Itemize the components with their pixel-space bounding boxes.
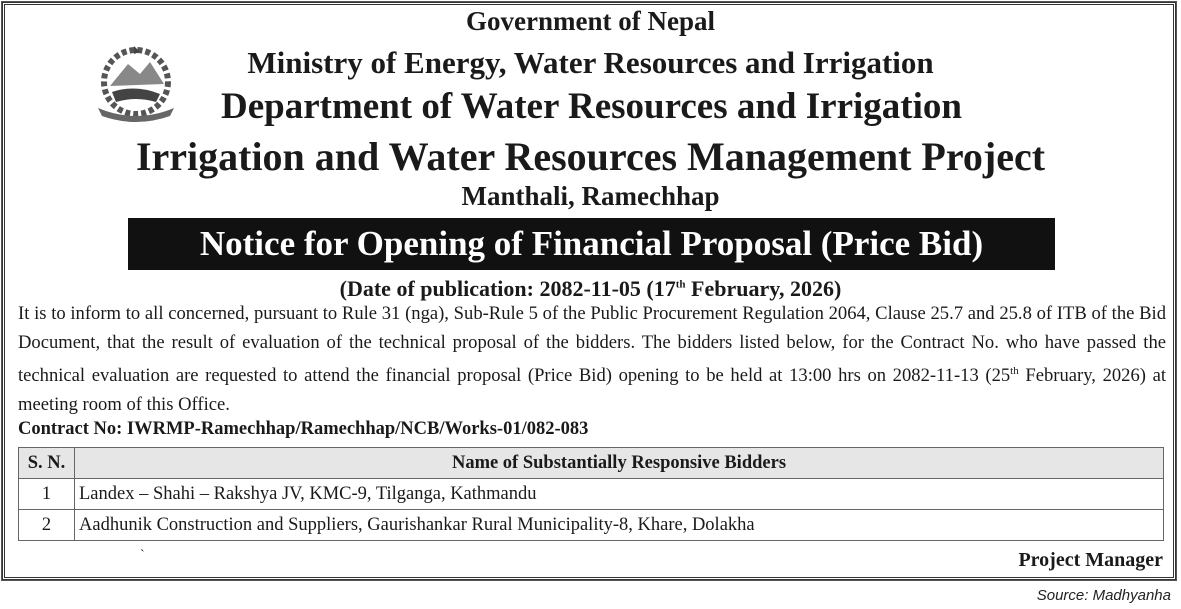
body-text: It is to inform to all concerned, pursuant to Rule 31 (nga), Sub-Rule 5 of the Public Procurement Regulation 2064, Clause 25.7 and 25.8 of ITB of the Bid Document, that the result of evaluation of the technical proposal of the bidders. The bidders listed below, for the Contract No. who have passed the technical evaluation are requested to attend the financial proposal (Price Bid) opening to be held at 13:00 hrs on 2082-11-13 (25 bbox=[18, 303, 1166, 387]
table-row bbox=[19, 510, 1164, 541]
table-row bbox=[19, 479, 1164, 510]
date-sup: th bbox=[675, 278, 686, 291]
header-sn: S. N. bbox=[19, 448, 75, 479]
contract-number: Contract No: IWRMP-Ramechhap/Ramechhap/NCB/Works-01/082-083 bbox=[18, 419, 589, 439]
bidders-table bbox=[18, 447, 1164, 541]
row-bidder: Aadhunik Construction and Suppliers, Gaurishankar Rural Municipality-8, Khare, Dolakha bbox=[75, 510, 1164, 541]
publication-date bbox=[0, 276, 1181, 302]
project-title: Irrigation and Water Resources Management Project bbox=[135, 134, 1046, 179]
body-sup: th bbox=[1010, 365, 1019, 378]
date-prefix: (Date of publication: 2082-11-05 (17 bbox=[339, 276, 676, 301]
office-location: Manthali, Ramechhap bbox=[461, 181, 720, 211]
stray-mark: ` bbox=[140, 548, 145, 563]
date-suffix: February, 2026) bbox=[685, 276, 842, 301]
row-sn: 1 bbox=[19, 479, 75, 510]
source-credit: Source: Madhyanha bbox=[1036, 587, 1171, 604]
notice-title: Notice for Opening of Financial Proposal (Price Bid) bbox=[128, 218, 1055, 270]
table-header-row bbox=[19, 448, 1164, 479]
ministry-title: Ministry of Energy, Water Resources and Irrigation bbox=[247, 45, 934, 80]
government-title: Government of Nepal bbox=[466, 6, 715, 36]
row-sn: 2 bbox=[19, 510, 75, 541]
signatory: Project Manager bbox=[1018, 549, 1163, 571]
row-bidder: Landex – Shahi – Rakshya JV, KMC-9, Tilganga, Kathmandu bbox=[75, 479, 1164, 510]
header-name: Name of Substantially Responsive Bidders bbox=[75, 448, 1164, 479]
notice-body bbox=[18, 300, 1166, 420]
body-end: February, 2026) at meeting room of this Office. bbox=[18, 365, 1166, 416]
department-title: Department of Water Resources and Irrigation bbox=[221, 86, 962, 127]
